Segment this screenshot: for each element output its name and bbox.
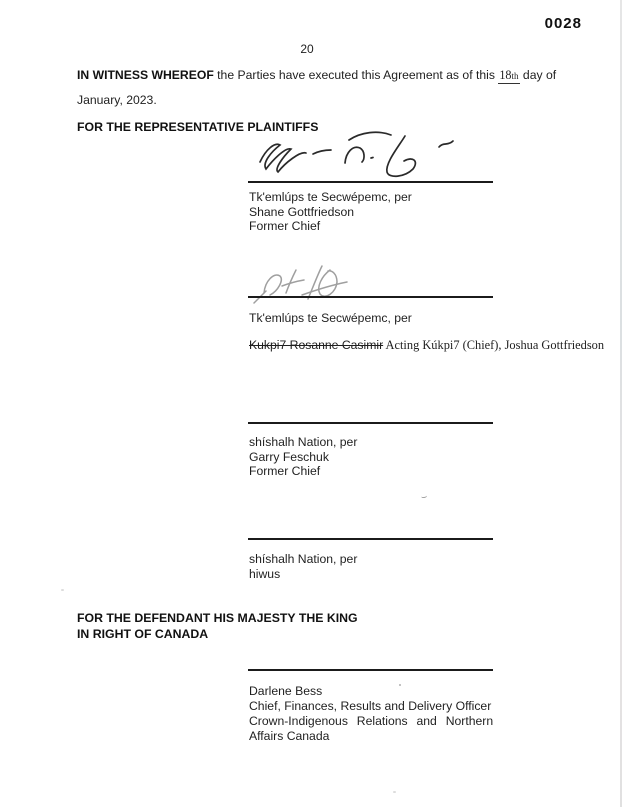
witness-clause-line1 (77, 63, 557, 88)
witness-clause-body: the Parties have executed this Agreement as of this (213, 68, 499, 82)
witness-clause (77, 63, 557, 113)
page-number: 20 (300, 42, 314, 56)
signature-block-bess (249, 684, 499, 744)
org-name: shíshalh Nation, per (249, 552, 358, 566)
witness-clause-lead: IN WITNESS WHEREOF (77, 68, 214, 82)
signature-block-casimir-name (249, 338, 605, 353)
handwritten-date (498, 68, 519, 84)
signer-name: Darlene Bess (249, 684, 323, 698)
org-name-line1: Crown-Indigenous Relations and Northern (249, 714, 494, 728)
signature-block-gottfriedson (249, 190, 579, 234)
signature-line-5 (248, 669, 493, 671)
scan-speck (393, 791, 396, 793)
org-name-line2: Affairs Canada (249, 729, 330, 743)
replacement-name: Acting Kúkpi7 (Chief), Joshua Gottfriedson (383, 338, 605, 352)
signature-block-feschuk (249, 435, 579, 479)
witness-clause-line2: January, 2023. (77, 93, 157, 107)
scan-edge-artifact (620, 0, 622, 807)
signer-title: Former Chief (249, 219, 321, 233)
plaintiffs-heading: FOR THE REPRESENTATIVE PLAINTIFFS (77, 120, 319, 134)
scan-speck (61, 589, 64, 591)
signer-title: Former Chief (249, 464, 321, 478)
org-name: shíshalh Nation, per (249, 435, 358, 449)
signature-block-casimir-org: Tk'emlúps te Secwépemc, per (249, 311, 412, 325)
scan-speck (399, 684, 401, 686)
witness-clause-tail: day of (519, 68, 557, 82)
struck-name: Kukpi7 Rosanne Casimir (249, 338, 384, 352)
signer-title: hiwus (249, 566, 281, 581)
signature-line-4 (248, 538, 493, 540)
signature-line-2 (248, 296, 493, 298)
signature-block-hiwus (249, 552, 579, 581)
signature-line-3 (248, 422, 493, 424)
defendant-heading-line1: FOR THE DEFENDANT HIS MAJESTY THE KING (77, 611, 358, 625)
bates-stamp: 0028 (544, 15, 582, 32)
date-suffix: th (511, 71, 519, 81)
defendant-heading (77, 611, 358, 642)
scan-speck (421, 494, 427, 499)
signer-title: Chief, Finances, Results and Delivery Officer (249, 699, 492, 713)
signature-line-1 (248, 181, 493, 183)
signer-name: Shane Gottfriedson (249, 204, 355, 219)
date-number: 18 (499, 68, 512, 82)
casimir-initials-signature (250, 262, 357, 308)
defendant-heading-line2: IN RIGHT OF CANADA (77, 626, 209, 641)
org-name: Tk'emlúps te Secwépemc, per (249, 190, 412, 204)
signer-name: Garry Feschuk (249, 449, 329, 464)
gottfriedson-signature (252, 130, 464, 184)
